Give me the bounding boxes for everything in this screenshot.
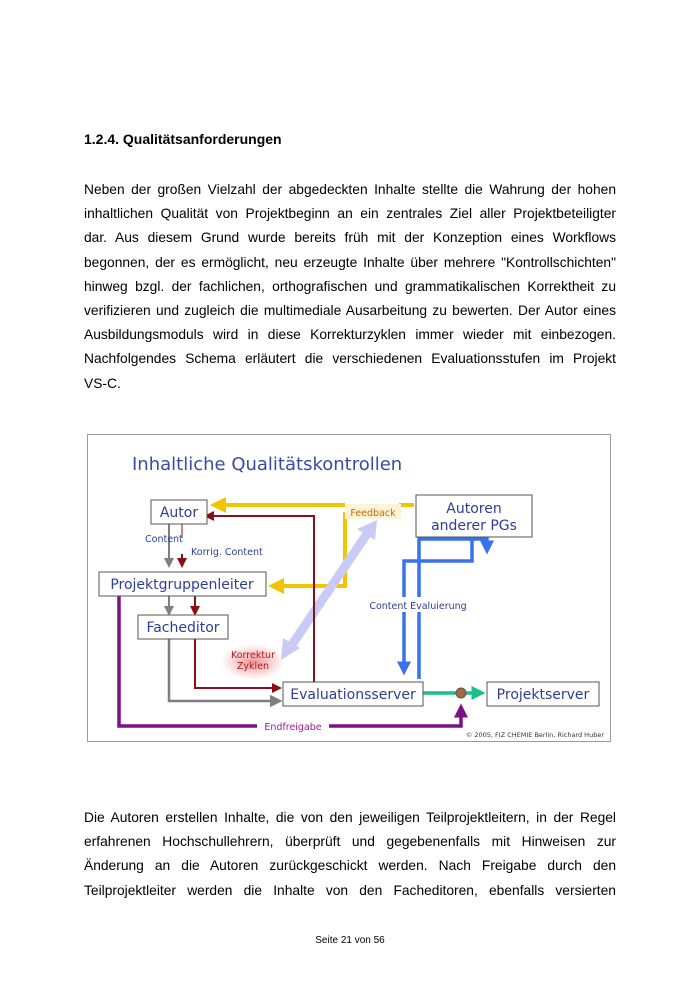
korrektur-label: Korrektur [230, 650, 276, 661]
node-projektgruppenleiter [99, 572, 266, 596]
node-projektserver [487, 682, 599, 706]
node-evaluationsserver [283, 682, 423, 706]
content-label: Content [145, 534, 183, 545]
endfreigabe-label: Endfreigabe [264, 722, 322, 733]
projektgruppenleiter-label: Projektgruppenleiter [110, 577, 254, 593]
text-line: VS-C. [84, 375, 121, 391]
korrig-content-label: Korrig. Content [191, 547, 263, 558]
text-line: Nachfolgendes Schema erläutert die verschiedenen Evaluationsstufen im Projekt [84, 351, 616, 367]
page-number: Seite 21 von 56 [315, 935, 385, 946]
body-paragraph [84, 806, 616, 903]
content-evaluierung-label: Content Evaluierung [369, 601, 467, 612]
text-line: inhaltlichen Qualität von Projektbeginn an ein zentrales Ziel aller Projektbeteiligter [84, 206, 616, 222]
text-line: Teilprojektleiter werden die Inhalte von den Facheditoren, ebenfalls versierten [84, 882, 616, 898]
text-line: Neben der großen Vielzahl der abgedeckten Inhalte stellte die Wahrung der hohen [84, 182, 616, 197]
copyright-note: © 2005, FIZ CHEMIE Berlin, Richard Huber [465, 731, 604, 739]
anderer-pgs-label: anderer PGs [431, 518, 517, 534]
feedback-label: Feedback [350, 508, 396, 519]
text-line: dar. Aus diesem Grund wurde bereits früh mit der Konzeption eines Workflows [84, 230, 616, 246]
text-line: Die Autoren erstellen Inhalte, die von den jeweiligen Teilprojektleitern, in der Regel [84, 810, 616, 825]
workflow-diagram [87, 434, 611, 742]
text-line: begonnen, der es ermöglicht, neu erzeugte Inhalte über mehrere "Kontrollschichten" [84, 254, 616, 270]
text-line: erfahrenen Hochschullehrern, überprüft und gegebenenfalls mit Hinweisen zur [84, 834, 616, 850]
facheditor-label: Facheditor [146, 620, 220, 636]
node-autoren-anderer-pgs [416, 495, 532, 537]
evaluationsserver-label: Evaluationsserver [290, 687, 416, 703]
zyklen-label: Zyklen [236, 661, 270, 672]
text-line: Ausbildungsmoduls wird in diese Korrekturzyklen immer wieder mit einbezogen. [84, 327, 616, 343]
diagram-title: Inhaltliche Qualitätskontrollen [132, 454, 403, 475]
release-gate-dot [456, 688, 466, 698]
intro-paragraph [84, 178, 616, 396]
text-line: Änderung an die Autoren zurückgeschickt werden. Nach Freigabe durch den [84, 858, 616, 874]
section-heading: 1.2.4. Qualitätsanforderungen [84, 131, 282, 147]
projektserver-label: Projektserver [496, 687, 590, 703]
autor-label: Autor [159, 505, 199, 521]
node-autor [151, 500, 207, 524]
text-line: hinweg bzgl. der fachlichen, orthografischen und grammatikalischen Korrektheit zu [84, 278, 616, 294]
text-line: verifizieren und zugleich die multimediale Ausarbeitung zu bewerten. Der Autor eines [84, 302, 616, 318]
node-facheditor [138, 615, 228, 639]
autoren-label: Autoren [446, 501, 502, 517]
